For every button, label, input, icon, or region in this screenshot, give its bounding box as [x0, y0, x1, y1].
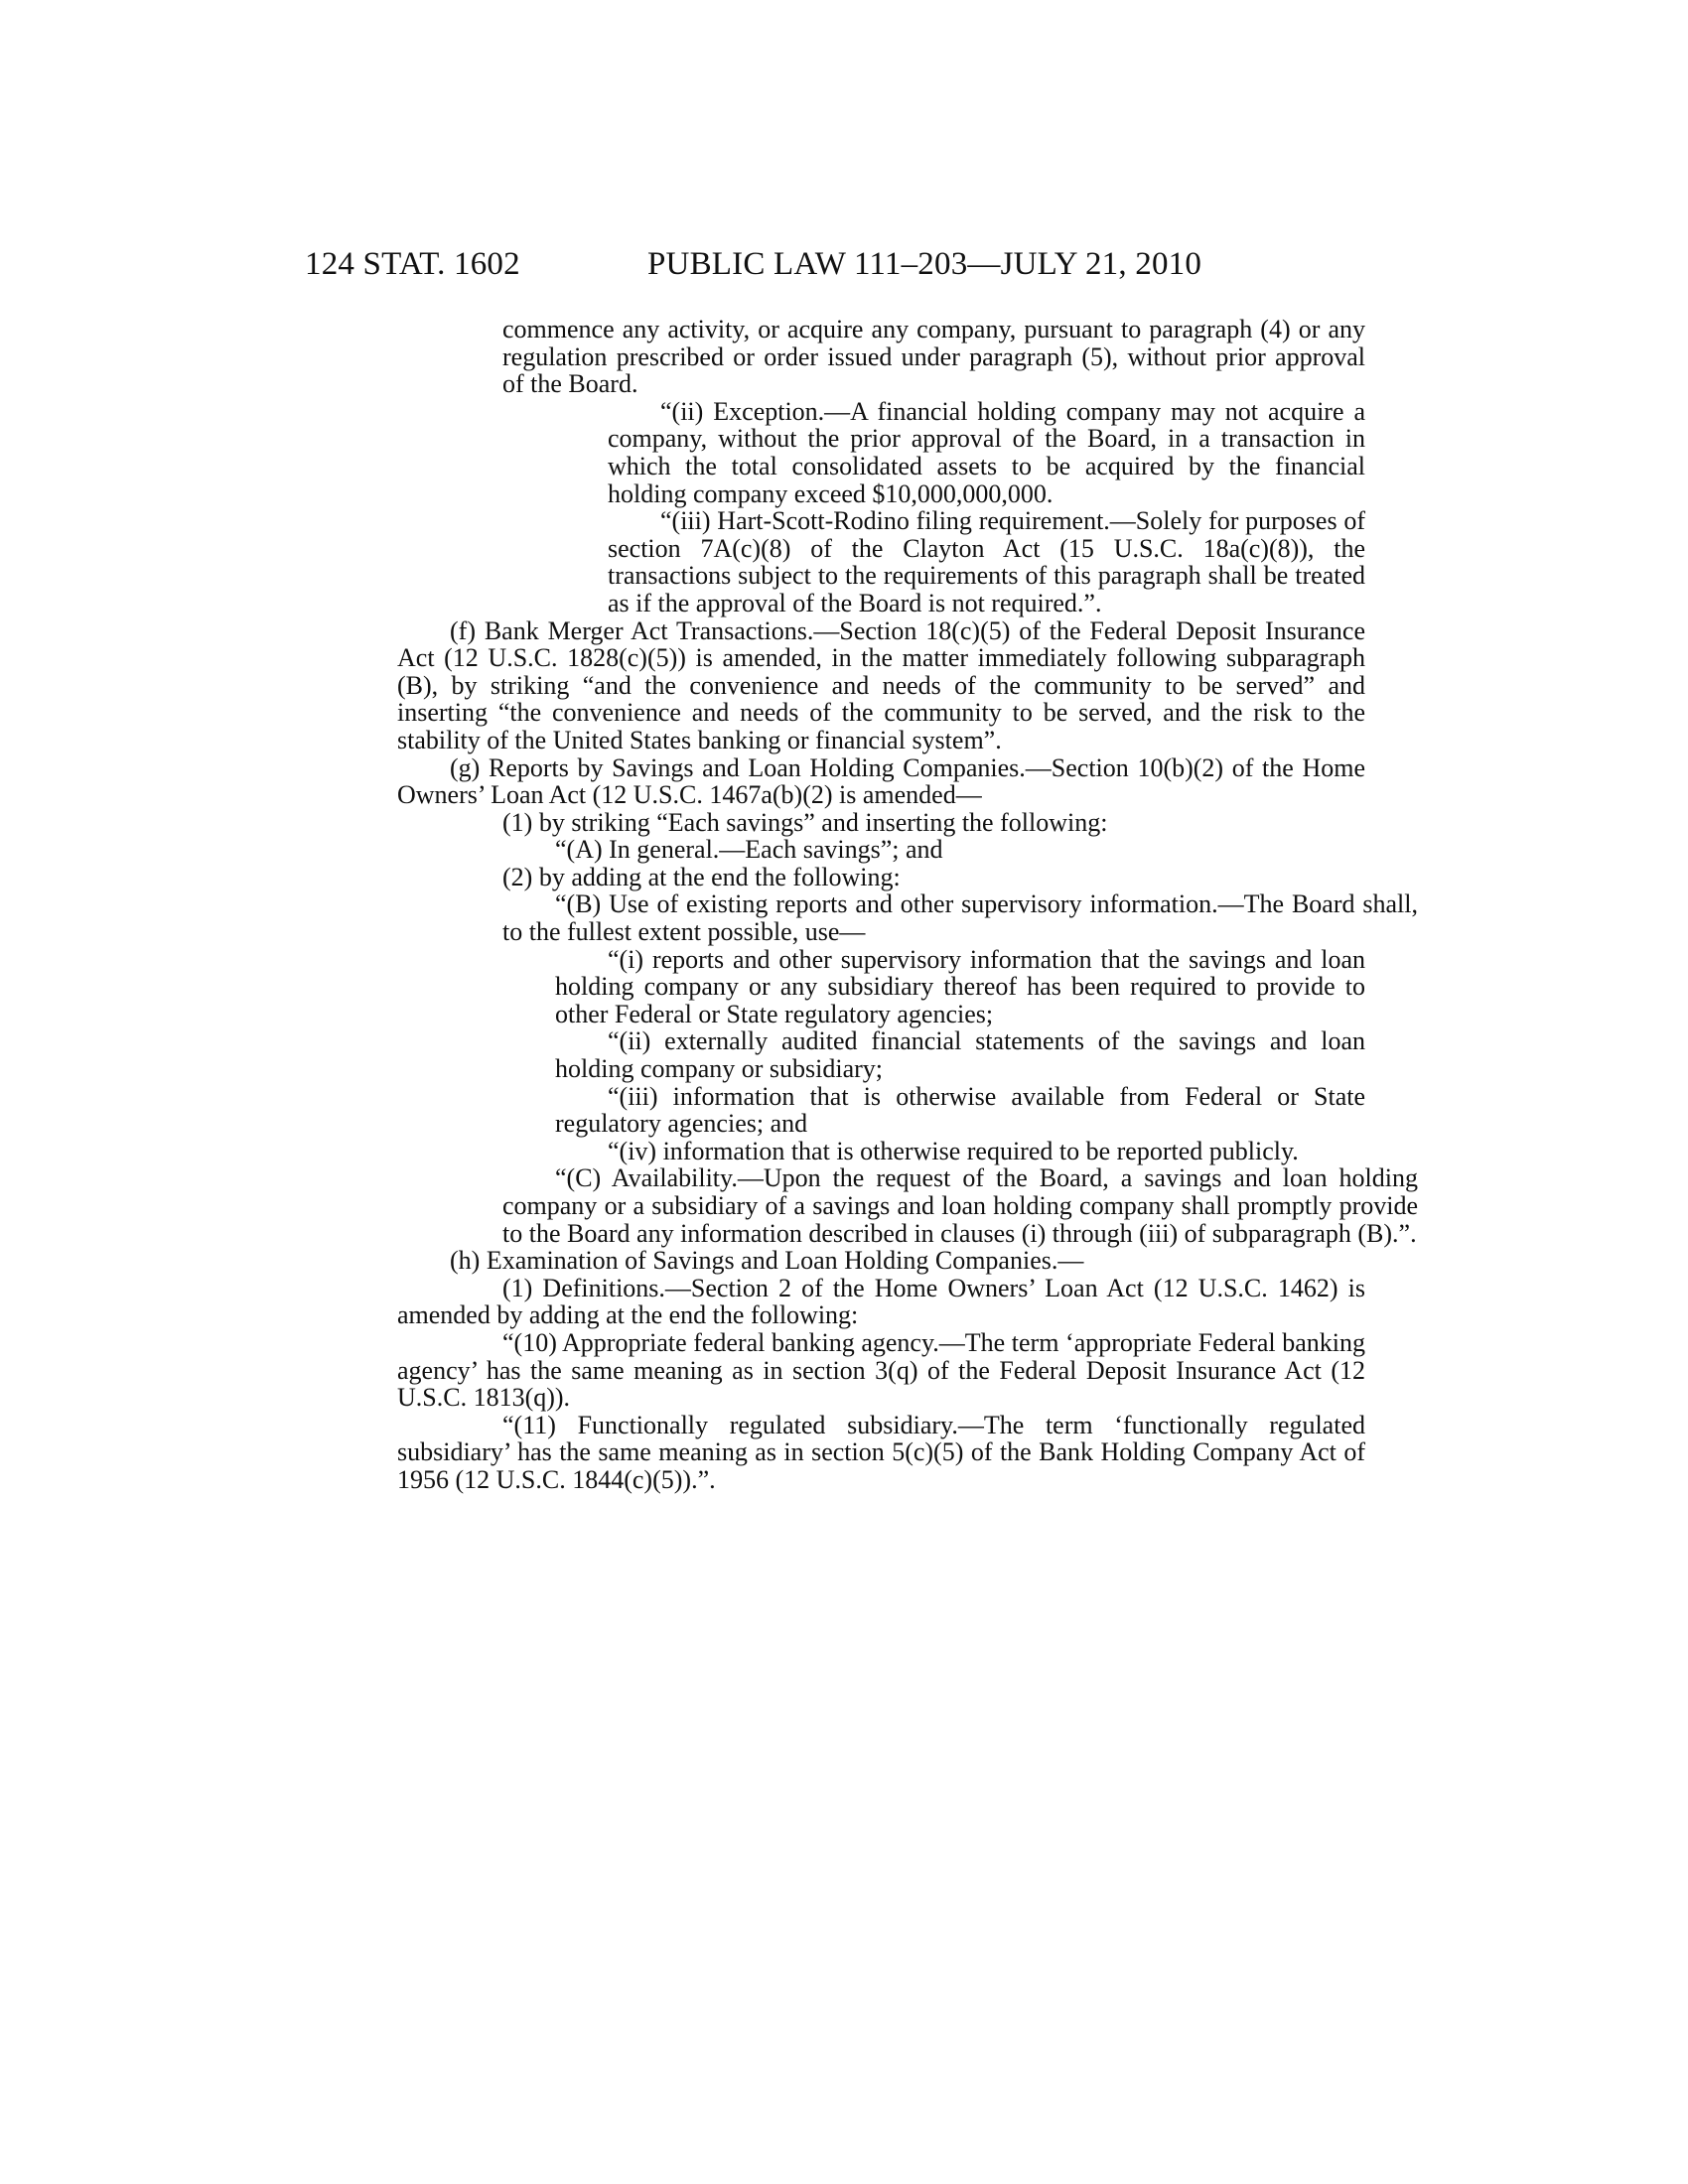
- clause-iii-hsr-filing: “(iii) Hart-Scott-Rodino filing requirement.—Solely for purposes of section 7A(c)(8) of the Clayton Act (15 U.S.C. 18a(c)(8)), the transactions subject to the requirements of this paragraph shall be treated as if the approval of the Board is not required.”.: [608, 506, 1365, 617]
- clause-iv-reported: “(iv) information that is otherwise required to be reported publicly.: [608, 1136, 1299, 1165]
- body-text: [397, 315, 1418, 1494]
- clause-i-reports: “(i) reports and other supervisory information that the savings and loan holding company or any subsidiary thereof has been required to provide to other Federal or State regulatory agencies;: [555, 944, 1365, 1028]
- paragraph-1-definitions: (1) Definitions.—Section 2 of the Home Owners’ Loan Act (12 U.S.C. 1462) is amended by adding at the end the following:: [397, 1273, 1365, 1330]
- definition-11-subsidiary: “(11) Functionally regulated subsidiary.—The term ‘functionally regulated subsidiary’ has the same meaning as in section 5(c)(5) of the Bank Holding Company Act of 1956 (12 U.S.C. 1844(c)(5)).”.: [397, 1410, 1365, 1494]
- subsection-f-bank-merger: (f) Bank Merger Act Transactions.—Section 18(c)(5) of the Federal Deposit Insurance Act (12 U.S.C. 1828(c)(5)) is amended, in the matter immediately following subparagraph (B), by striking “and the convenience and needs of the community to be served” and inserting “the convenience and needs of the community to be served, and the risk to the stability of the United States banking or financial system”.: [397, 615, 1365, 754]
- clause-ii-audited: “(ii) externally audited financial statements of the savings and loan holding company or subsidiary;: [555, 1026, 1365, 1084]
- statute-page-number: 124 STAT. 1602: [305, 246, 520, 282]
- subsection-h-examination: (h) Examination of Savings and Loan Holding Companies.—: [450, 1246, 1084, 1276]
- paragraph-2-adding: (2) by adding at the end the following:: [502, 862, 901, 891]
- definition-10-agency: “(10) Appropriate federal banking agency.—The term ‘appropriate Federal banking agency’ has the same meaning as in section 3(q) of the Federal Deposit Insurance Act (12 U.S.C. 1813(q)).: [397, 1327, 1365, 1413]
- paragraph-1-striking: (1) by striking “Each savings” and inserting the following:: [502, 807, 1108, 837]
- clause-ii-exception: “(ii) Exception.—A financial holding company may not acquire a company, without the prior approval of the Board, in a transaction in which the total consolidated assets to be acquired by the financial holding company exceed $10,000,000,000.: [608, 396, 1365, 508]
- paragraph-continuation: commence any activity, or acquire any company, pursuant to paragraph (4) or any regulation prescribed or order issued under paragraph (5), without prior approval of the Board.: [502, 315, 1365, 399]
- subsection-g-reports: (g) Reports by Savings and Loan Holding Companies.—Section 10(b)(2) of the Home Owners’ Loan Act (12 U.S.C. 1467a(b)(2) is amended—: [397, 752, 1365, 810]
- clause-iii-available: “(iii) information that is otherwise available from Federal or State regulatory agencies; and: [555, 1081, 1365, 1139]
- subparagraph-c-availability: “(C) Availability.—Upon the request of the Board, a savings and loan holding company or a subsidiary of a savings and loan holding company shall promptly provide to the Board any information described in clauses (i) through (iii) of subparagraph (B).”.: [502, 1163, 1418, 1248]
- running-header: PUBLIC LAW 111–203—JULY 21, 2010: [647, 246, 1202, 282]
- subparagraph-a-in-general: “(A) In general.—Each savings”; and: [555, 835, 943, 865]
- subparagraph-b-existing-reports: “(B) Use of existing reports and other supervisory information.—The Board shall, to the fullest extent possible, use—: [502, 889, 1418, 947]
